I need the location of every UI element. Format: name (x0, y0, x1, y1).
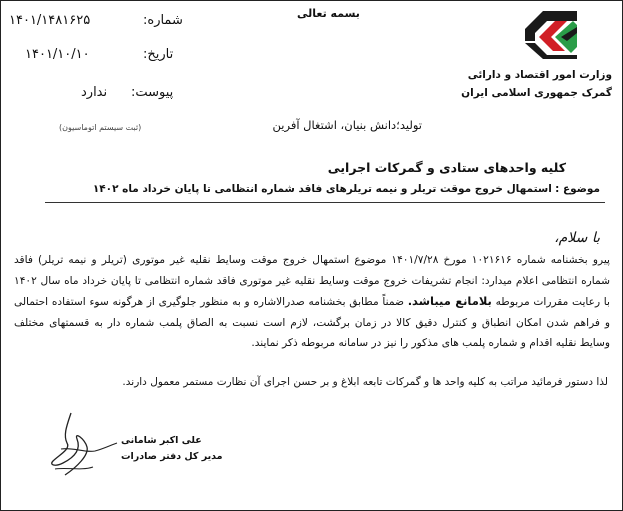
body-part2: ضمناً مطابق بخشنامه صدرالاشاره و به منظور جلوگیری از هرگونه سوء استفاده احتمالی و فراهم شدن امکان انطباق و کنترل دقیق کالا در زمان برگشت، لازم است نسبت به الصاق پلمب شماره دار به قسمتهای مختلف وسایط نقلیه اقدام و شماره پلمب های مذکور را نیز در سامانه مربوطه ذکر نمایند. (14, 296, 610, 349)
basmala: بسمه تعالی (297, 7, 360, 20)
body-part1: پیرو بخشنامه شماره ۱۰۲۱۶۱۶ مورخ ۱۴۰۱/۷/۲۸ موضوع استمهال خروج موقت وسایط نقلیه غیر موتوری (تریلر و نیمه تریلر) فاقد شماره انتظامی اعلام میدارد: انجام تشریفات خروج موقت وسایط نقلیه غیر موتوری فاقد شماره انتظامی تا پایان خرداد ماه سال ۱۴۰۲ با رعایت مقررات مربوطه (14, 254, 610, 308)
number-label: شماره: (143, 13, 183, 28)
date-value: ۱۴۰۱/۱۰/۱۰ (25, 47, 90, 62)
attachment-label: پیوست: (131, 85, 174, 100)
attachment-value: ندارد (81, 85, 108, 100)
system-note: (ثبت سیستم اتوماسیون) (59, 123, 142, 132)
closing-instruction: لذا دستور فرمائید مراتب به کلیه واحد ها و گمرکات تابعه ابلاغ و بر حسن اجرای آن نظارت مستمر معمول دارند. (122, 376, 608, 388)
subject-text: استمهال خروج موقت تریلر و نیمه تریلرهای فاقد شماره انتظامی تا پایان خرداد ماه ۱۴۰۲ (92, 183, 552, 195)
number-value: ۱۴۰۱/۱۴۸۱۶۲۵ (9, 13, 91, 28)
signatory-name: علی اکبر شامانی (121, 435, 202, 446)
org-ministry: وزارت امور اقتصاد و دارائی (467, 69, 612, 81)
body-emphasis: بلامانع میباشد. (407, 294, 492, 308)
org-customs: گمرک جمهوری اسلامی ایران (461, 87, 612, 99)
subject-divider (45, 202, 605, 203)
date-label: تاریخ: (143, 47, 174, 62)
subject-line (93, 183, 600, 195)
signature-scribble-icon (41, 409, 121, 481)
production-slogan: تولید؛دانش بنیان، اشتغال آفرین (272, 118, 422, 132)
subject-label: موضوع : (555, 183, 600, 195)
letter-body (14, 250, 610, 354)
signatory-title: مدیر کل دفتر صادرات (121, 451, 223, 462)
addressee: کلیه واحدهای ستادی و گمرکات اجرایی (327, 160, 566, 175)
salutation: با سلام، (554, 230, 600, 246)
customs-logo-icon (521, 7, 581, 63)
